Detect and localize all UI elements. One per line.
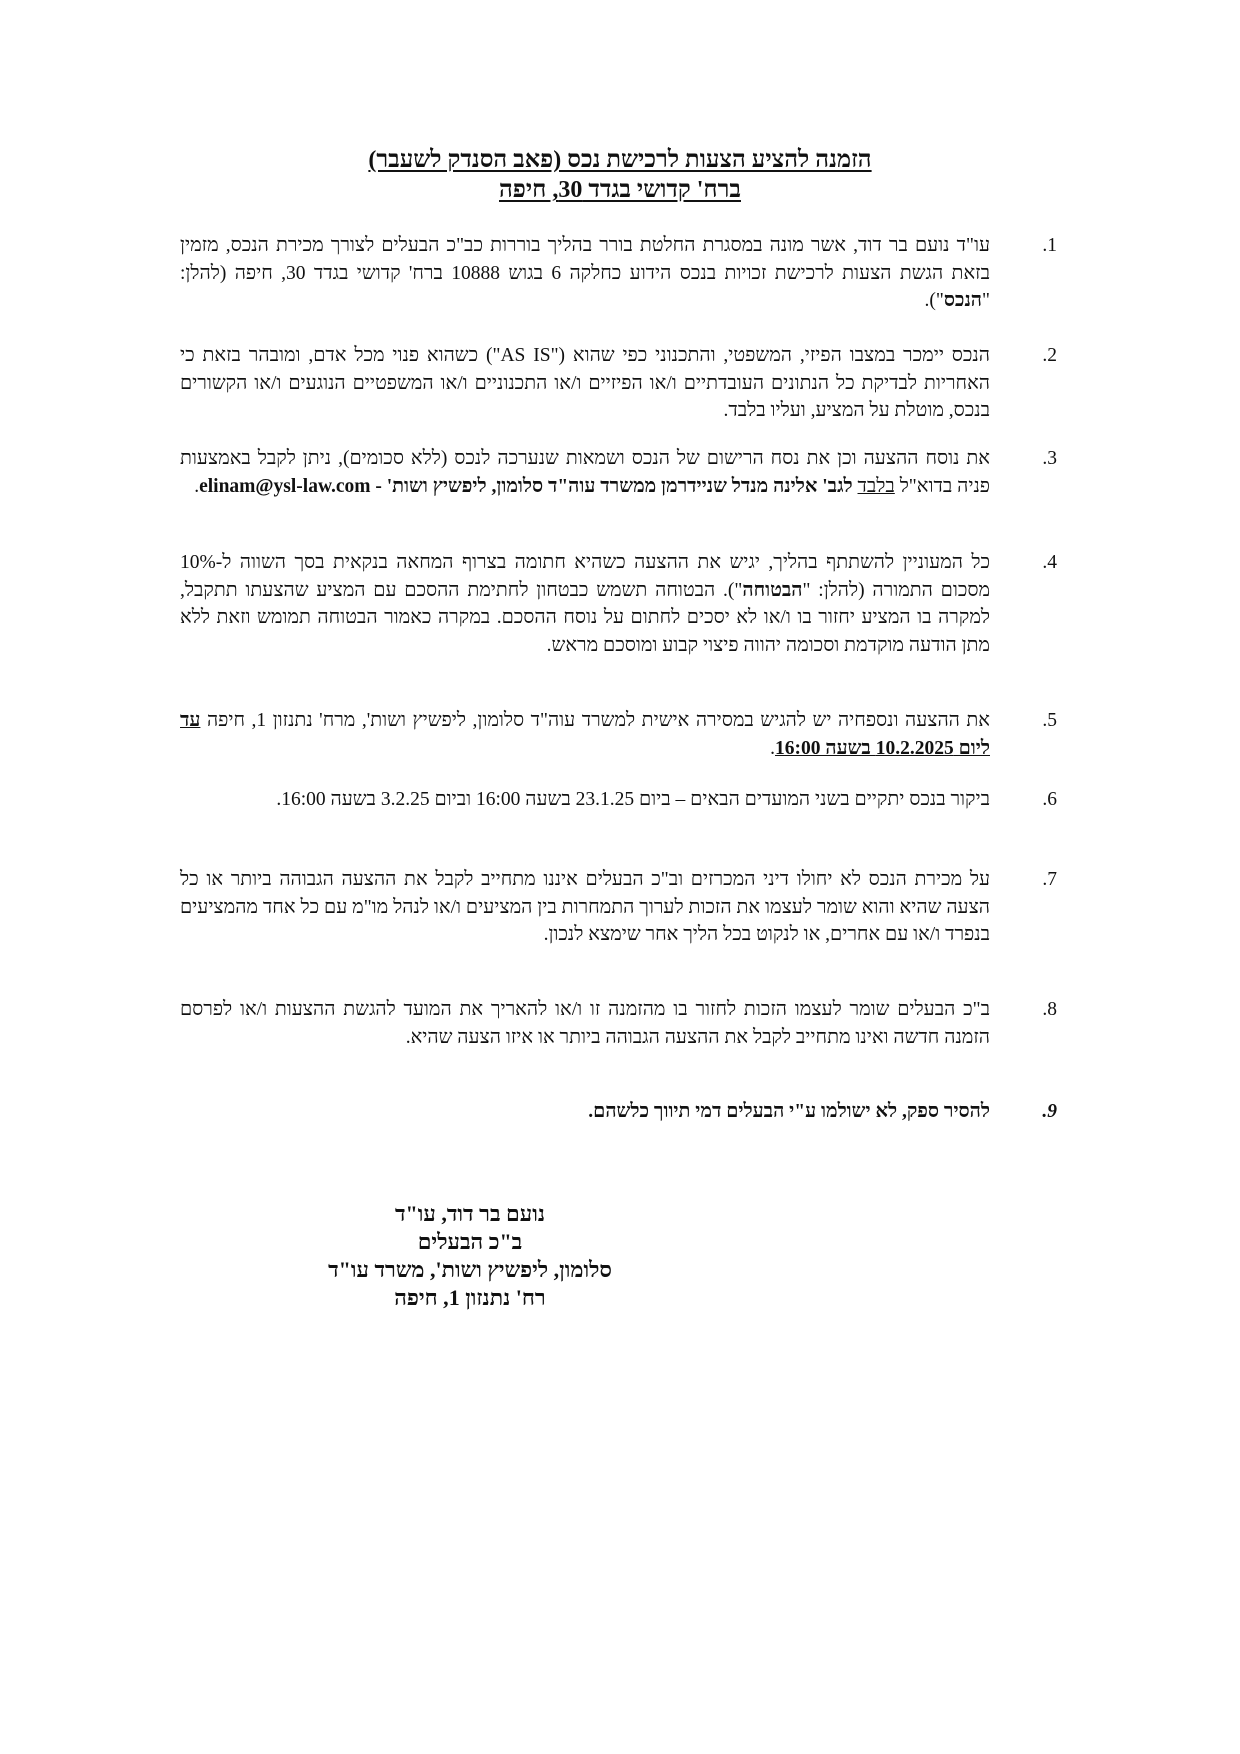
signature-address: רח' נתנזון 1, חיפה [394,1285,546,1310]
item-number: 9. [1042,1101,1057,1122]
item-text: עו"ד נועם בר דוד, אשר מונה במסגרת החלטת בורר בהליך בוררות כב"כ הבעלים לצורך מכירת הנכס, מזמין בזאת הגשת הצעות לרכישת זכויות בנכס הידוע כחלקה 6 בגוש 10888 ברח' קדושי בגדד 30, חיפה (להלן: "הנכס"). [180,235,990,311]
item-number: 2. [1042,345,1057,366]
title-line-1: הזמנה להציע הצעות לרכישת נכס (פאב הסנדק לשעבר) [368,147,872,173]
item-text: על מכירת הנכס לא יחולו דיני המכרזים וב"כ הבעלים איננו מתחייב לקבל את ההצעה הגבוהה ביותר או כל הצעה שהיא והוא שומר לעצמו את הזכות לערוך התמחרות בין המציעים ו/או לנהל מו"מ עם כל אחד מהמציעים בנפרד ו/או עם אחרים, או לנקוט בכל הליך אחר שימצא לנכון. [180,869,990,945]
item-number: 3. [1042,448,1057,469]
item-number: 5. [1042,710,1057,731]
item-text: כל המעוניין להשתתף בהליך, יגיש את ההצעה כשהיא חתומה בצרוף המחאה בנקאית בסך השווה ל-10% מסכום התמורה (להלן: "הבטוחה"). הבטוחה תשמש כבטחון לחתימת ההסכם עם המציע שהצעתו תתקבל, למקרה בו המציע יחזור בו ו/או לא יסכים לחתום על נוסח ההסכם. במקרה כאמור הבטוחה תמומש וזאת ללא מתן הודעה מוקדמת וסכומה יהווה פיצוי קבוע ומוסכם מראש. [180,552,990,656]
contact-person: לגב' אלינה מנדל שניידרמן ממשרד עוה"ד סלומון, ליפשיץ ושות' - [370,475,858,497]
item-number: 1. [1042,235,1057,256]
item-number: 7. [1042,869,1057,890]
item-text: להסיר ספק, לא ישולמו ע"י הבעלים דמי תיווך כלשהם. [588,1101,990,1122]
document-title [0,145,1240,205]
item-text: הנכס יימכר במצבו הפיזי, המשפטי, והתכנוני כפי שהוא ("AS IS") כשהוא פנוי מכל אדם, ומובהר בזאת כי האחריות לבדיקת כל הנתונים העובדתיים ו/או הפיזיים ו/או התכנוניים ו/או המשפטיים הנוגעים ו/או הקשורים בנכס, מוטלת על המציע, ועליו בלבד. [180,345,990,421]
defined-term: הבטוחה [742,579,803,601]
item-text: את נוסח ההצעה וכן את נסח הרישום של הנכס ושמאות שנערכה לנכס (ללא סכומים), ניתן לקבל באמצעות פניה בדוא"ל בלבד לגב' אלינה מנדל שניידרמן ממשרד עוה"ד סלומון, ליפשיץ ושות' - elinam@ysl-law.com. [180,448,990,497]
underlined-term: בלבד [857,475,895,497]
item-text: ב"כ הבעלים שומר לעצמו הזכות לחזור בו מהזמנה זו ו/או להאריך את המועד להגשת ההצעות ו/או לפרסם הזמנה חדשה ואינו מתחייב לקבל את ההצעה הגבוהה ביותר או איזו הצעה שהיא. [180,999,990,1048]
as-is-term: AS IS [500,345,551,366]
signature-name: נועם בר דוד, עו"ד [394,1201,546,1226]
item-number: 4. [1042,552,1057,573]
item-text: ביקור בנכס יתקיים בשני המועדים הבאים – ביום 23.1.25 בשעה 16:00 וביום 3.2.25 בשעה 16:00. [276,789,990,810]
item-number: 6. [1042,789,1057,810]
signature-block [270,1200,670,1312]
signature-firm: סלומון, ליפשיץ ושות', משרד עו"ד [328,1257,612,1282]
submission-deadline: עד ליום 10.2.2025 בשעה 16:00 [180,710,990,759]
contact-email-link[interactable]: elinam@ysl-law.com [199,475,371,497]
item-text: את ההצעה ונספחיה יש להגיש במסירה אישית למשרד עוה"ד סלומון, ליפשיץ ושות', מרח' נתנזון 1, חיפה עד ליום 10.2.2025 בשעה 16:00. [180,710,990,759]
signature-role: ב"כ הבעלים [417,1229,523,1254]
defined-term: הנכס [943,290,983,311]
title-line-2: ברח' קדושי בגדד 30, חיפה [499,177,741,203]
item-number: 8. [1042,999,1057,1020]
